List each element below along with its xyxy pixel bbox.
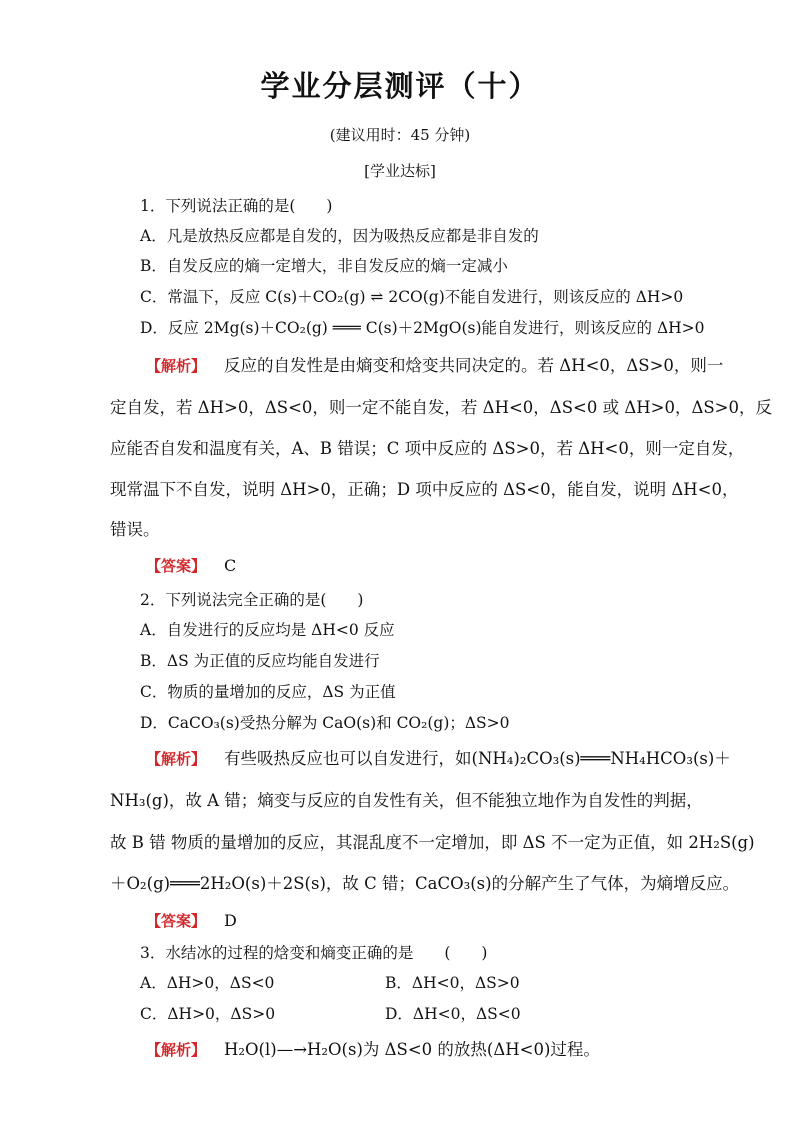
q2-analysis-line-1: 【解析】 有些吸热反应也可以自发进行，如(NH₄)₂CO₃(s)═══NH₄HCO₃(s)＋ (146, 749, 731, 768)
q2-option-c: C．物质的量增加的反应，ΔS 为正值 (140, 683, 396, 701)
q2-option-d: D．CaCO₃(s)受热分解为 CaO(s)和 CO₂(g)；ΔS>0 (140, 714, 510, 732)
q1-option-d: D．反应 2Mg(s)＋CO₂(g) ═══ C(s)＋2MgO(s)能自发进行，则该反应的 ΔH>0 (140, 319, 705, 337)
q2-option-a: A．自发进行的反应均是 ΔH<0 反应 (140, 621, 395, 639)
q1-answer: 【答案】 C (146, 556, 237, 575)
q1-option-c: C．常温下，反应 C(s)＋CO₂(g) ⇌ 2CO(g)不能自发进行，则该反应的 ΔH>0 (140, 288, 684, 306)
q2-answer: 【答案】 D (146, 911, 237, 930)
q1-option-a: A．凡是放热反应都是自发的，因为吸热反应都是非自发的 (140, 227, 539, 245)
analysis-tag: 【解析】 (146, 1041, 207, 1059)
q1-stem: 1．下列说法正确的是( ) (140, 197, 333, 215)
time-note: (建议用时：45 分钟) (329, 126, 471, 144)
q1-analysis-line-3: 应能否自发和温度有关，A、B 错误；C 项中反应的 ΔS>0，若 ΔH<0，则一定自发， (110, 439, 745, 458)
q3-option-a: A．ΔH>0，ΔS<0 (140, 974, 275, 992)
answer-tag: 【答案】 (146, 912, 207, 930)
q3-stem: 3．水结冰的过程的焓变和熵变正确的是 ( ) (140, 944, 488, 962)
q3-option-c: C．ΔH>0，ΔS>0 (140, 1005, 276, 1023)
page-title: 学业分层测评（十） (260, 69, 540, 103)
q1-analysis-line-2: 定自发，若 ΔH>0，ΔS<0，则一定不能自发，若 ΔH<0，ΔS<0 或 ΔH>0，ΔS>0，反 (110, 398, 772, 417)
analysis-tag: 【解析】 (146, 357, 207, 375)
q1-option-b: B．自发反应的熵一定增大，非自发反应的熵一定减小 (140, 257, 508, 275)
q2-stem: 2．下列说法完全正确的是( ) (140, 591, 364, 609)
analysis-tag: 【解析】 (146, 750, 207, 768)
q2-analysis-line-3: 故 B 错 物质的量增加的反应，其混乱度不一定增加，即 ΔS 不一定为正值，如 2H₂S(g) (110, 833, 755, 852)
q3-analysis-line-1: 【解析】 H₂O(l)—→H₂O(s)为 ΔS<0 的放热(ΔH<0)过程。 (146, 1040, 600, 1059)
section-heading: [学业达标] (364, 162, 436, 180)
q3-option-b: B．ΔH<0，ΔS>0 (385, 974, 520, 992)
q2-analysis-line-2: NH₃(g)，故 A 错；熵变与反应的自发性有关，但不能独立地作为自发性的判据， (110, 791, 703, 810)
q3-option-d: D．ΔH<0，ΔS<0 (385, 1005, 521, 1023)
q1-analysis-line-5: 错误。 (110, 520, 160, 539)
q1-analysis-line-1: 【解析】 反应的自发性是由熵变和焓变共同决定的。若 ΔH<0，ΔS>0，则一 (146, 356, 724, 375)
q1-analysis-line-4: 现常温下不自发，说明 ΔH>0，正确；D 项中反应的 ΔS<0，能自发，说明 ΔH<0， (110, 480, 739, 499)
q2-option-b: B．ΔS 为正值的反应均能自发进行 (140, 652, 380, 670)
q2-analysis-line-4: ＋O₂(g)═══2H₂O(s)＋2S(s)，故 C 错；CaCO₃(s)的分解产生了气体，为熵增反应。 (110, 874, 740, 893)
answer-tag: 【答案】 (146, 557, 207, 575)
